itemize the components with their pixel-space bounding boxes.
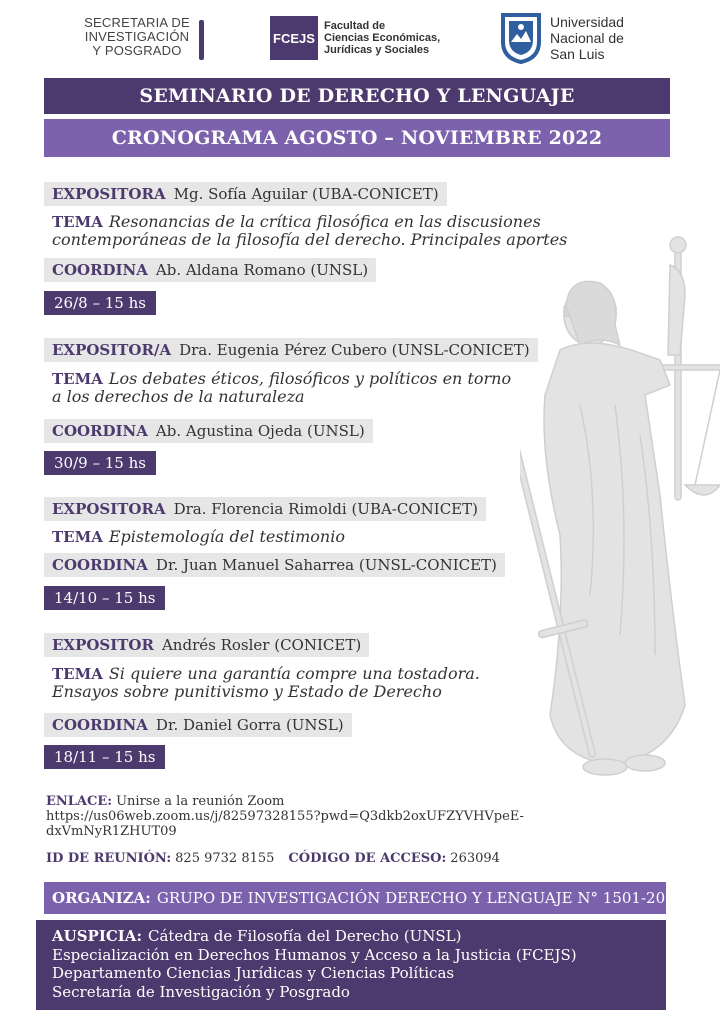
session-3-tema (52, 528, 345, 546)
fcejs-line: Jurídicas y Sociales (324, 44, 430, 56)
coord-label: COORDINA (52, 716, 148, 734)
meeting-id-label: ID DE REUNIÓN: (46, 851, 172, 866)
session-1-speaker (44, 182, 447, 206)
coord-name: Dr. Juan Manuel Saharrea (UNSL-CONICET) (155, 556, 497, 574)
coord-chip (44, 553, 505, 577)
coord-label: COORDINA (52, 261, 148, 279)
tema-text: Epistemología del testimonio (108, 527, 345, 546)
speaker-name: Dra. Eugenia Pérez Cubero (UNSL-CONICET) (179, 341, 530, 359)
session-4-tema (52, 665, 480, 701)
session-2-tema (52, 370, 511, 406)
speaker-label: EXPOSITORA (52, 185, 166, 203)
fcejs-name (324, 20, 440, 56)
zoom-url[interactable]: dxVmNyR1ZHUT09 (46, 824, 177, 839)
tema-text: Ensayos sobre punitivismo y Estado de Derecho (52, 682, 442, 701)
access-code-label: CÓDIGO DE ACCESO: (288, 851, 447, 866)
meeting-id: 825 9732 8155 (175, 851, 275, 866)
meeting-credentials (46, 851, 500, 866)
secretaria-logo (78, 16, 196, 58)
session-4-coord (44, 713, 352, 737)
zoom-url[interactable]: https://us06web.zoom.us/j/82597328155?pwd=Q3dkb2oxUFZYVHVpeE- (46, 809, 524, 824)
session-1-date: 26/8 – 15 hs (44, 291, 156, 315)
unsl-logo (500, 12, 624, 64)
access-code: 263094 (450, 851, 500, 866)
unsl-line: San Luis (550, 46, 605, 62)
coord-chip (44, 258, 376, 282)
sponsor-line: Cátedra de Filosofía del Derecho (UNSL) (147, 927, 462, 945)
secretaria-line: Y POSGRADO (92, 43, 182, 58)
secretaria-line: INVESTIGACIÓN (84, 29, 190, 44)
session-2-date: 30/9 – 15 hs (44, 451, 156, 475)
sponsor-line: Especialización en Derechos Humanos y Acceso a la Justicia (FCEJS) (52, 945, 577, 964)
sponsor-line: Departamento Ciencias Jurídicas y Ciencias Políticas (52, 964, 455, 982)
session-2-speaker (44, 338, 538, 362)
unsl-shield-icon (500, 12, 542, 64)
link-text[interactable]: Unirse a la reunión Zoom (116, 794, 285, 809)
tema-label: TEMA (52, 213, 103, 231)
coord-name: Ab. Agustina Ojeda (UNSL) (155, 422, 365, 440)
session-2-coord (44, 419, 373, 443)
speaker-name: Andrés Rosler (CONICET) (161, 636, 362, 654)
lady-justice-icon (520, 235, 720, 780)
organiza-label: ORGANIZA: (52, 889, 151, 907)
session-3-date: 14/10 – 15 hs (44, 586, 165, 610)
schedule-subtitle: CRONOGRAMA AGOSTO – NOVIEMBRE 2022 (44, 119, 670, 157)
session-1-tema (52, 213, 567, 249)
speaker-label: EXPOSITORA (52, 500, 166, 518)
tema-text: contemporáneas de la filosofía del derecho. Principales aportes (52, 230, 568, 249)
sponsor-line: Secretaría de Investigación y Posgrado (52, 982, 350, 1001)
fcejs-line: Facultad de (324, 20, 386, 32)
unsl-line: Universidad (550, 14, 624, 30)
fcejs-badge: FCEJS (270, 16, 318, 60)
speaker-name: Mg. Sofía Aguilar (UBA-CONICET) (173, 185, 439, 203)
tema-label: TEMA (52, 665, 103, 683)
fcejs-logo (270, 16, 440, 60)
tema-text: Resonancias de la crítica filosófica en las discusiones (108, 212, 541, 231)
link-label: ENLACE: (46, 794, 113, 809)
speaker-name: Dra. Florencia Rimoldi (UBA-CONICET) (173, 500, 478, 518)
speaker-chip (44, 633, 369, 657)
coord-chip (44, 419, 373, 443)
seminar-title: SEMINARIO DE DERECHO Y LENGUAJE (44, 78, 670, 114)
sponsors-block (36, 920, 666, 1010)
secretaria-line: SECRETARIA DE (84, 15, 190, 30)
secretaria-accent-bar (199, 20, 204, 60)
coord-name: Ab. Aldana Romano (UNSL) (155, 261, 369, 279)
speaker-label: EXPOSITOR (52, 636, 154, 654)
speaker-chip (44, 497, 486, 521)
coord-label: COORDINA (52, 556, 148, 574)
session-3-coord (44, 553, 505, 577)
tema-label: TEMA (52, 370, 103, 388)
zoom-link-block (46, 794, 586, 839)
fcejs-line: Ciencias Económicas, (324, 32, 441, 44)
unsl-name (550, 14, 624, 62)
tema-text: a los derechos de la naturaleza (52, 387, 305, 406)
speaker-chip (44, 338, 538, 362)
auspicia-label: AUSPICIA: (52, 927, 142, 945)
coord-label: COORDINA (52, 422, 148, 440)
tema-text: Si quiere una garantía compre una tostadora. (108, 664, 480, 683)
organiza-text: GRUPO DE INVESTIGACIÓN DERECHO Y LENGUAJE N° 1501-20 (156, 889, 666, 907)
tema-label: TEMA (52, 528, 103, 546)
tema-text: Los debates éticos, filosóficos y políticos en torno (108, 369, 512, 388)
unsl-line: Nacional de (550, 30, 624, 46)
organizer-bar (44, 882, 666, 914)
session-4-date: 18/11 – 15 hs (44, 745, 165, 769)
session-4-speaker (44, 633, 369, 657)
session-3-speaker (44, 497, 486, 521)
speaker-chip (44, 182, 447, 206)
session-1-coord (44, 258, 376, 282)
coord-name: Dr. Daniel Gorra (UNSL) (155, 716, 344, 734)
coord-chip (44, 713, 352, 737)
speaker-label: EXPOSITOR/A (52, 341, 172, 359)
